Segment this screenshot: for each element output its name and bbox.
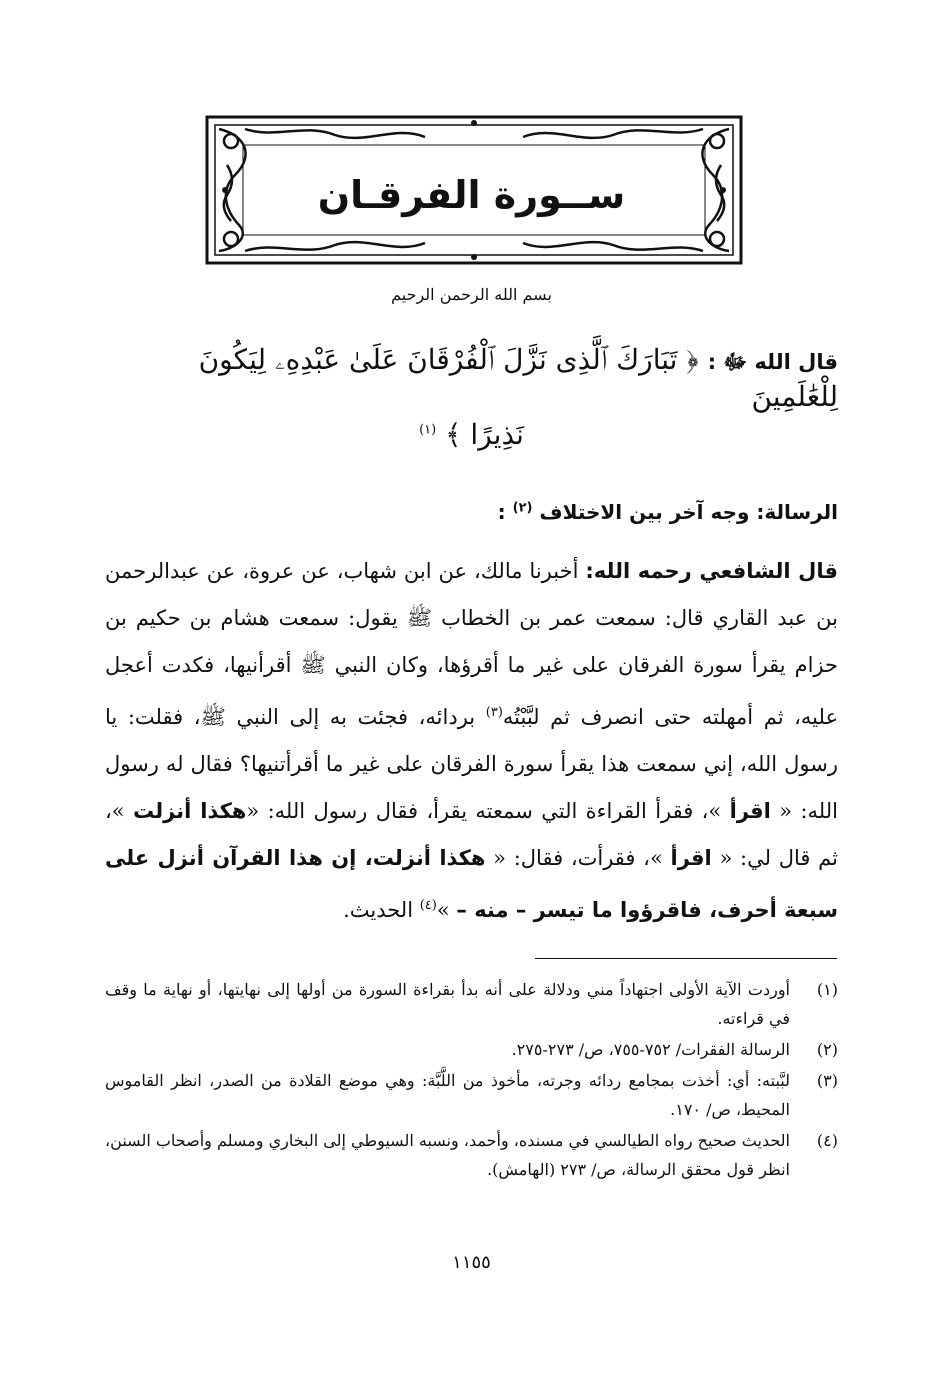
footnote-text: الرسالة الفقرات/ ٧٥٢-٧٥٥، ص/ ٢٧٣-٢٧٥. (511, 1040, 790, 1059)
footnote-divider (535, 958, 837, 959)
body-hakadha-1: هكذا أنزلت (133, 799, 247, 823)
verse-text-1: ﴿ تَبَارَكَ ٱلَّذِى نَزَّلَ ٱلْفُرْقَانَ عَلَىٰ عَبْدِهِۦ لِيَكُونَ لِلْعَٰلَمِينَ (198, 343, 838, 413)
body-part-2: بردائه، فجئت به إلى النبي ﷺ، فقلت: يا رسول الله، إني سمعت هذا يقرأ سورة الفرقان على غير ما أقرأتنيها؟ فقال له رسول الله: « (105, 705, 838, 823)
page-number: ١١٥٥ (452, 1252, 491, 1273)
verse-intro: قال الله ﷻ : (707, 350, 838, 374)
footnote-text: لبَّبته: أي: أخذت بمجامع ردائه وجرته، مأخوذ من اللَّبَّة: وهي موضع القلادة من الصدر، انظر القاموس المحيط، ص/ ١٧٠. (105, 1071, 790, 1119)
footnote-item (105, 1066, 838, 1124)
footnote-number: (١) (816, 980, 838, 999)
footnote-number: (٢) (816, 1040, 838, 1059)
footnotes (105, 975, 838, 1186)
footnote-ref-4: (٤) (419, 898, 437, 913)
footnote-text: أوردت الآية الأولى اجتهاداً مني ودلالة على أنه بدأ بقراءة السورة من أولها إلى نهايتها، أو نهاية ما وقف في قراءته. (105, 980, 790, 1028)
verse-text-2: نَذِيرًا ﴾ (445, 418, 524, 451)
body-iqra-1: اقرأ (729, 799, 771, 823)
body-part-1: أخبرنا مالك، عن ابن شهاب، عن عروة، عن عبدالرحمن بن عبد القاري قال: سمعت عمر بن الخطاب ﷺ يقول: سمعت هشام بن حكيم بن حزام يقرأ سورة الفرقان على غير ما أقرؤها، وكان النبي ﷺ أقرأنيها، فكدت أعجل عليه، ثم أمهلته حتى انصرف ثم لبَّبْتُه (105, 559, 838, 729)
body-ending: الحديث. (343, 898, 420, 922)
footnote-item (105, 975, 838, 1033)
body-part-3: »، فقرأ القراءة التي سمعته يقرأ، فقال رسول الله: « (246, 799, 730, 823)
verse-line-1 (105, 343, 838, 413)
footnote-text: الحديث صحيح رواه الطيالسي في مسنده، وأحمد، ونسبه السيوطي إلى البخاري ومسلم وأصحاب السنن، انظر قول محقق الرسالة، ص/ ٢٧٣ (الهامش). (105, 1131, 790, 1179)
basmala: بسم الله الرحمن الرحيم (391, 285, 552, 304)
body-intro: قال الشافعي رحمه الله: (585, 559, 838, 583)
footnote-ref-3: (٣) (485, 705, 503, 720)
surah-title: ســورة الفرقـان (317, 173, 626, 217)
footnote-item (105, 1035, 838, 1064)
body-part-6: » (436, 898, 457, 922)
footnote-number: (٣) (816, 1071, 838, 1090)
footnote-item (105, 1126, 838, 1184)
footnote-ref-2: (٢) (512, 500, 533, 516)
footnote-ref-1: (١) (419, 422, 437, 438)
section-heading-suffix: : (497, 500, 506, 524)
body-part-4: »، ثم قال لي: « (105, 799, 838, 870)
body-hakadha-2: هكذا أنزلت، إن هذا القرآن أنزل على سبعة أحرف، فاقرؤوا ما تيسر – منه – (105, 846, 838, 922)
body-iqra-2: اقرأ (670, 846, 712, 870)
verse-line-2 (0, 418, 943, 451)
footnote-number: (٤) (816, 1131, 838, 1150)
section-heading-text: الرسالة: وجه آخر بين الاختلاف (539, 500, 838, 524)
body-part-5: »، فقرأت، فقال: « (485, 846, 671, 870)
section-heading (105, 500, 838, 524)
body-paragraph (105, 548, 838, 934)
